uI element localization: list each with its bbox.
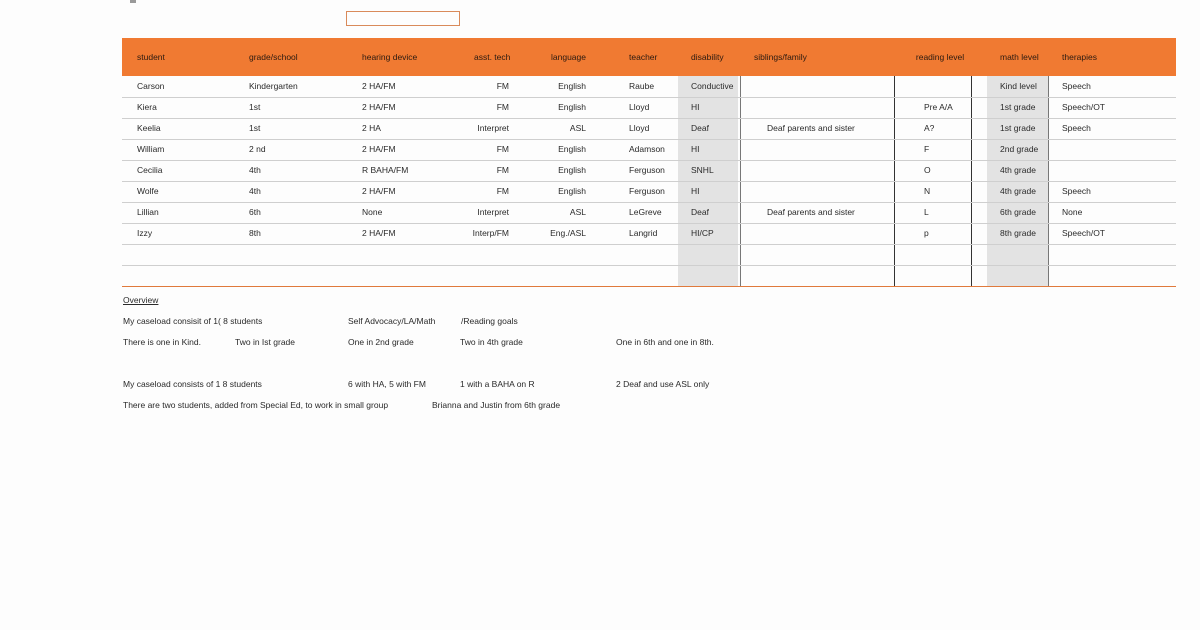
cell-teacher: Langrid xyxy=(629,228,658,238)
cell-student: Keelia xyxy=(137,123,161,133)
cell-language: English xyxy=(558,102,586,112)
empty-text-box xyxy=(346,11,460,26)
header-disability: disability xyxy=(691,52,724,62)
cell-therapies: Speech xyxy=(1062,81,1091,91)
cell-math: 6th grade xyxy=(1000,207,1036,217)
table-row xyxy=(122,202,1176,224)
note-text: 2 Deaf and use ASL only xyxy=(616,379,710,389)
table-header xyxy=(122,38,1176,76)
cell-student: Lillian xyxy=(137,207,159,217)
note-text: 6 with HA, 5 with FM xyxy=(348,379,426,389)
header-reading-level: reading level xyxy=(915,52,965,62)
header-math-level: math level xyxy=(1000,52,1039,62)
cell-grade: 8th xyxy=(249,228,261,238)
cell-tech: FM xyxy=(496,165,509,175)
cell-language: English xyxy=(558,186,586,196)
cell-tech: FM xyxy=(496,81,509,91)
cell-grade: 4th xyxy=(249,165,261,175)
cell-student: William xyxy=(137,144,165,154)
cell-student: Cecilia xyxy=(137,165,163,175)
cell-device: 2 HA/FM xyxy=(362,144,396,154)
table-row xyxy=(122,97,1176,119)
cell-device: 2 HA/FM xyxy=(362,228,396,238)
cell-math: 4th grade xyxy=(1000,186,1036,196)
cell-device: 2 HA/FM xyxy=(362,186,396,196)
cell-tech: Interp/FM xyxy=(472,228,509,238)
cell-student: Kiera xyxy=(137,102,157,112)
cell-language: English xyxy=(558,165,586,175)
cell-reading: A? xyxy=(924,123,935,133)
cell-student: Wolfe xyxy=(137,186,159,196)
cell-teacher: Lloyd xyxy=(629,102,650,112)
cell-tech: FM xyxy=(496,186,509,196)
cell-family: Deaf parents and sister xyxy=(767,123,855,133)
cell-teacher: Adamson xyxy=(629,144,665,154)
cell-disability: HI/CP xyxy=(691,228,714,238)
cell-student: Izzy xyxy=(137,228,153,238)
cell-reading: O xyxy=(924,165,931,175)
cell-grade: 2 nd xyxy=(249,144,266,154)
cell-disability: HI xyxy=(691,144,700,154)
cell-tech: FM xyxy=(496,102,509,112)
cell-reading: p xyxy=(924,228,929,238)
note-text: There is one in Kind. xyxy=(123,337,201,347)
table-row xyxy=(122,139,1176,161)
cell-device: 2 HA xyxy=(362,123,381,133)
cell-therapies: Speech xyxy=(1062,186,1091,196)
cell-language: ASL xyxy=(569,123,586,133)
table-row xyxy=(122,223,1176,245)
cell-student: Carson xyxy=(137,81,165,91)
cell-therapies: Speech xyxy=(1062,123,1091,133)
cell-reading: L xyxy=(924,207,929,217)
cell-reading: F xyxy=(924,144,930,154)
cell-math: 1st grade xyxy=(1000,123,1036,133)
cell-math: 1st grade xyxy=(1000,102,1036,112)
caseload-table xyxy=(122,38,1176,286)
cell-tech: Interpret xyxy=(477,123,509,133)
table-row xyxy=(122,160,1176,182)
cell-math: Kind level xyxy=(1000,81,1037,91)
note-text: Brianna and Justin from 6th grade xyxy=(432,400,561,410)
cell-device: 2 HA/FM xyxy=(362,102,396,112)
header-language: language xyxy=(551,52,586,62)
cell-disability: Conductive xyxy=(691,81,734,91)
note-text: One in 6th and one in 8th. xyxy=(616,337,714,347)
cell-disability: Deaf xyxy=(691,207,709,217)
cell-device: 2 HA/FM xyxy=(362,81,396,91)
note-text: Two in Ist grade xyxy=(235,337,296,347)
note-text: 1 with a BAHA on R xyxy=(460,379,535,389)
table-row xyxy=(122,181,1176,203)
cell-therapies: Speech/OT xyxy=(1062,228,1105,238)
cell-teacher: Raube xyxy=(629,81,655,91)
cell-therapies: None xyxy=(1062,207,1083,217)
note-text: Self Advocacy/LA/Math xyxy=(348,316,436,326)
table-row-empty xyxy=(122,265,1176,287)
overview-heading: Overview xyxy=(123,295,159,305)
cell-device: R BAHA/FM xyxy=(362,165,409,175)
cell-reading: N xyxy=(924,186,931,196)
cell-disability: HI xyxy=(691,186,700,196)
header-grade: grade/school xyxy=(249,52,298,62)
cell-grade: 4th xyxy=(249,186,261,196)
note-text: My caseload consisit of 1( 8 students xyxy=(123,316,263,326)
cell-teacher: Lloyd xyxy=(629,123,650,133)
header-siblings-family: siblings/family xyxy=(754,52,807,62)
cell-language: English xyxy=(558,144,586,154)
cell-grade: 6th xyxy=(249,207,261,217)
header-student: student xyxy=(137,52,165,62)
header-asst-tech: asst. tech xyxy=(474,52,511,62)
cell-disability: Deaf xyxy=(691,123,709,133)
table-row-empty xyxy=(122,244,1176,266)
cell-therapies: Speech/OT xyxy=(1062,102,1105,112)
cell-family: Deaf parents and sister xyxy=(767,207,855,217)
header-therapies: therapies xyxy=(1062,52,1097,62)
note-text: Two in 4th grade xyxy=(460,337,523,347)
cell-teacher: Ferguson xyxy=(629,165,665,175)
note-text: My caseload consists of 1 8 students xyxy=(123,379,262,389)
cell-tech: FM xyxy=(496,144,509,154)
cell-reading: Pre A/A xyxy=(924,102,953,112)
cell-language: Eng./ASL xyxy=(550,228,586,238)
header-teacher: teacher xyxy=(629,52,658,62)
header-hearing-device: hearing device xyxy=(362,52,418,62)
cell-math: 2nd grade xyxy=(1000,144,1039,154)
cell-teacher: Ferguson xyxy=(629,186,665,196)
table-row xyxy=(122,76,1176,98)
table-row xyxy=(122,118,1176,140)
cell-teacher: LeGreve xyxy=(629,207,662,217)
note-text: /Reading goals xyxy=(461,316,518,326)
cell-language: English xyxy=(558,81,586,91)
scan-mark xyxy=(130,0,136,3)
cell-disability: HI xyxy=(691,102,700,112)
cell-math: 8th grade xyxy=(1000,228,1036,238)
cell-grade: 1st xyxy=(249,102,261,112)
cell-grade: 1st xyxy=(249,123,261,133)
note-text: One in 2nd grade xyxy=(348,337,414,347)
cell-device: None xyxy=(362,207,383,217)
cell-tech: Interpret xyxy=(477,207,509,217)
cell-grade: Kindergarten xyxy=(249,81,298,91)
note-text: There are two students, added from Special Ed, to work in small group xyxy=(123,400,389,410)
table-body xyxy=(122,76,1176,286)
cell-disability: SNHL xyxy=(691,165,714,175)
cell-language: ASL xyxy=(569,207,586,217)
cell-math: 4th grade xyxy=(1000,165,1036,175)
